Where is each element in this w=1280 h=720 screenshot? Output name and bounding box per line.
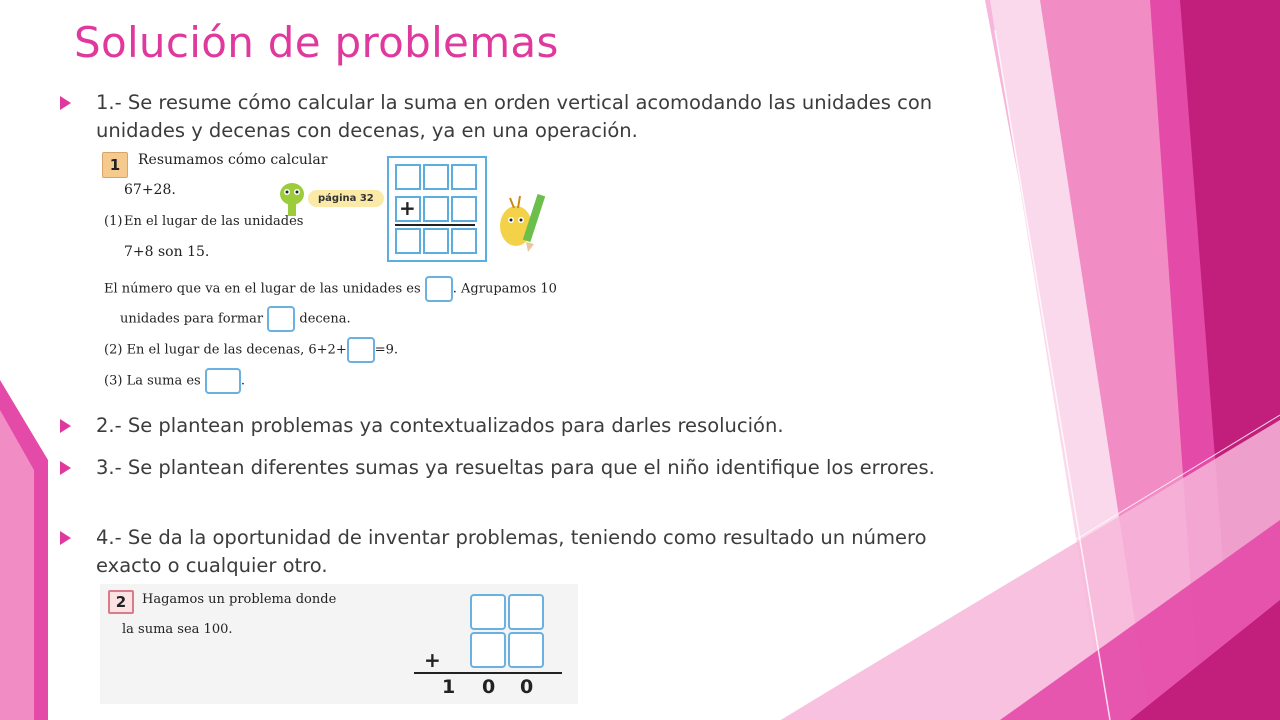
grid-cell [395,164,421,190]
grid-cell [423,228,449,254]
figure2-line1: Hagamos un problema donde [142,592,337,607]
grid-cell [451,228,477,254]
figure2-line2: la suma sea 100. [122,622,233,637]
grid-cell [395,228,421,254]
units-text-b: . Agrupamos 10 [452,281,557,297]
bullet-arrow-icon [60,531,71,545]
bullet-2 [60,412,940,440]
figure1-heading-line2: 67+28. [124,182,176,198]
step3-text: La suma es [126,373,201,389]
bullet-3-text: 3.- Se plantean diferentes sumas ya resueltas para que el niño identifique los errores. [96,456,935,479]
mascot-icon [276,180,308,218]
digit-box[interactable] [470,632,506,668]
bullet-arrow-icon [60,96,71,110]
bullet-1-text: 1.- Se resume cómo calcular la suma en orden vertical acomodando las unidades con unidades y decenas con decenas, ya en una operación. [96,91,933,142]
textbook-excerpt-2 [100,584,578,704]
figure1-heading-line1: Resumamos cómo calcular [138,152,328,168]
result-digit: 0 [482,676,496,698]
page-reference-pill: página 32 [308,190,384,207]
exercise-badge: 1 [102,152,128,178]
units-text-c: unidades para formar [120,311,264,327]
digit-box[interactable] [508,594,544,630]
bullet-3 [60,454,940,482]
step1-text: En el lugar de las unidades [124,214,304,229]
step2-line [104,337,398,363]
bullet-2-text: 2.- Se plantean problemas ya contextualizados para darles resolución. [96,414,784,437]
bullet-arrow-icon [60,419,71,433]
exercise-badge-2: 2 [108,590,134,614]
step3-line [104,368,245,394]
addition-grid [387,156,487,262]
units-text-d: decena. [299,311,351,327]
digit-box[interactable] [508,632,544,668]
result-digit: 1 [442,676,456,698]
grid-cell [451,196,477,222]
answer-box-decenas[interactable] [347,337,375,363]
step2-text: En el lugar de las decenas, 6+2+ [126,342,347,358]
grid-cell [451,164,477,190]
pencil-mascot-icon [496,188,546,254]
bullet-1 [60,89,940,145]
result-digit: 0 [520,676,534,698]
answer-box-decena[interactable] [267,306,295,332]
grid-plus-sign: + [399,196,416,220]
units-line [104,276,557,302]
step1-marker: (1) [104,214,123,229]
answer-box-sum[interactable] [205,368,241,394]
textbook-excerpt-1 [100,148,560,396]
grid-cell [423,196,449,222]
sum-rule [395,224,475,226]
grid-cell [423,164,449,190]
step1-calc: 7+8 son 15. [124,244,210,260]
slide-title: Solución de problemas [74,18,559,67]
units-line-2 [120,306,351,332]
step2-end: =9. [374,342,399,358]
bullet-arrow-icon [60,461,71,475]
bullet-4 [60,524,940,580]
step2-marker: (2) [104,342,123,358]
bullet-4-text: 4.- Se da la oportunidad de inventar problemas, teniendo como resultado un número exacto o cualquier otro. [96,526,927,577]
sum-rule-2 [414,672,562,674]
answer-box-units[interactable] [425,276,453,302]
digit-box[interactable] [470,594,506,630]
units-text-a: El número que va en el lugar de las unidades es [104,281,421,297]
step3-end: . [240,373,245,389]
step3-marker: (3) [104,373,123,389]
figure2-plus-sign: + [424,648,441,672]
